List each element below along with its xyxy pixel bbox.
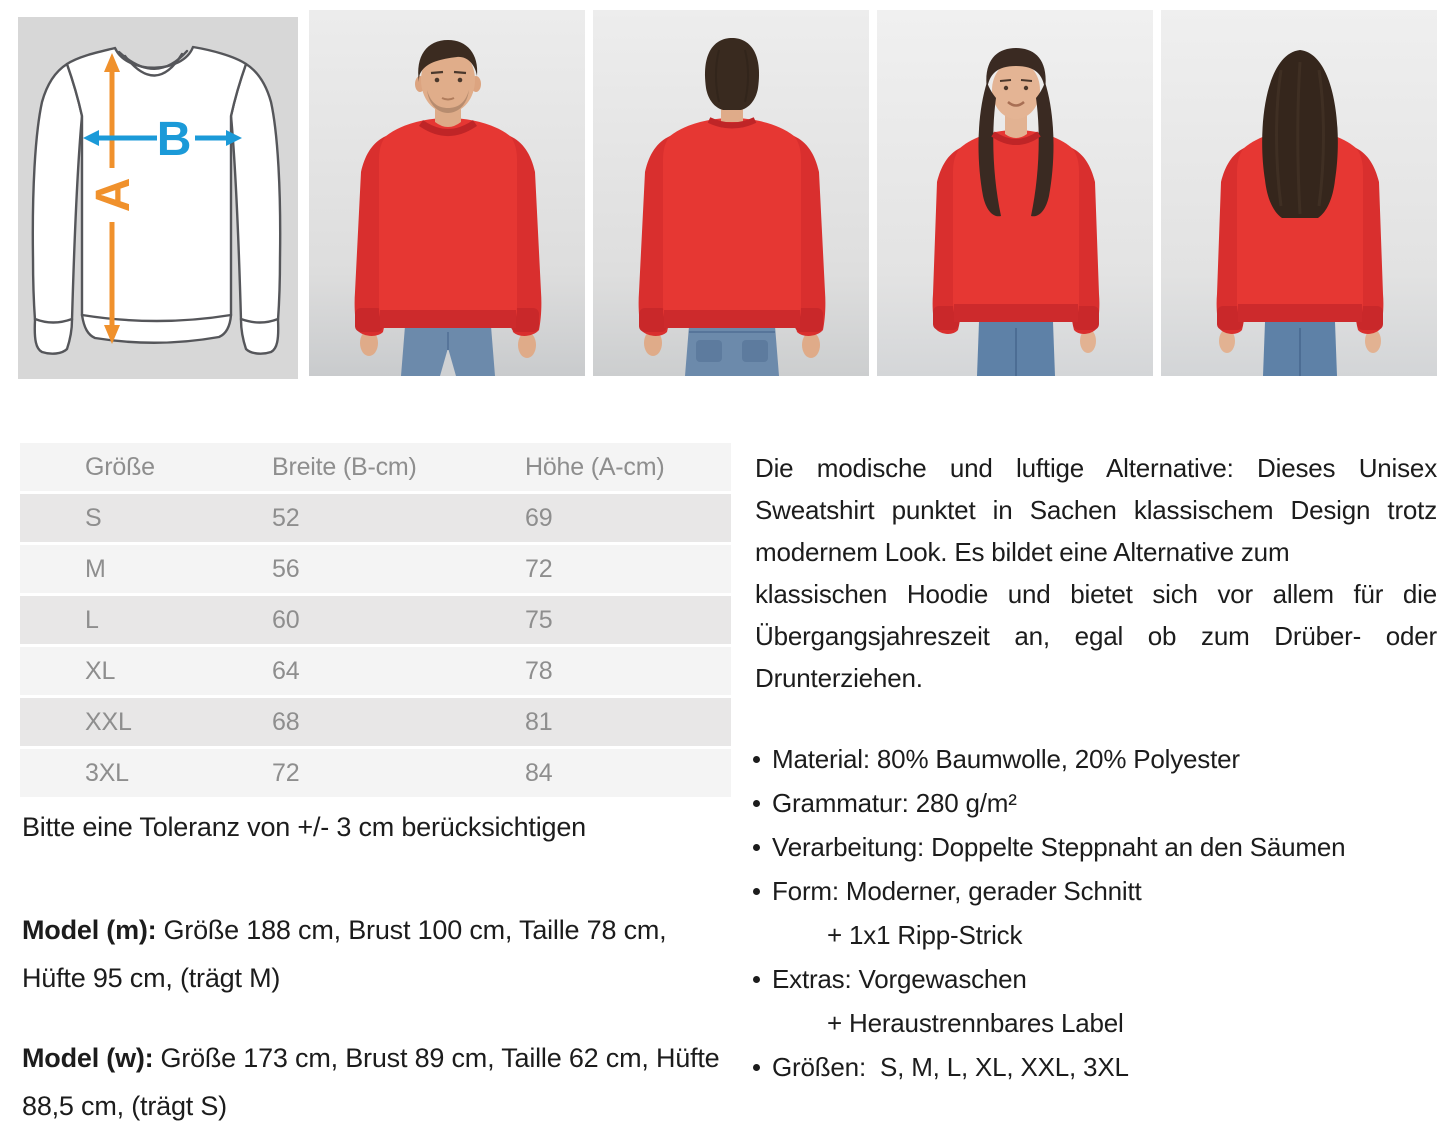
table-cell: 60 bbox=[272, 605, 300, 634]
feature-item-extras bbox=[753, 957, 1443, 1045]
table-cell: 3XL bbox=[85, 758, 129, 787]
feature-text: Grammatur: 280 g/m² bbox=[772, 788, 1017, 818]
feature-list bbox=[753, 737, 1443, 1089]
photo-man-front bbox=[309, 10, 585, 383]
table-cell: S bbox=[85, 503, 102, 532]
table-cell: XXL bbox=[85, 707, 132, 736]
bullet-icon bbox=[753, 976, 760, 983]
col-header-groesse: Größe bbox=[85, 452, 155, 481]
man-back-illustration bbox=[593, 10, 869, 383]
bullet-icon bbox=[753, 844, 760, 851]
table-cell: 69 bbox=[525, 503, 553, 532]
feature-subtext: + Heraustrennbares Label bbox=[827, 1008, 1124, 1038]
feature-item-form bbox=[753, 869, 1443, 957]
man-front-illustration bbox=[309, 10, 585, 383]
size-row-l bbox=[20, 596, 731, 647]
woman-front-illustration bbox=[877, 10, 1153, 383]
size-table-header-row bbox=[20, 443, 731, 494]
size-row-s bbox=[20, 494, 731, 545]
table-cell: 72 bbox=[525, 554, 553, 583]
table-cell: 68 bbox=[272, 707, 300, 736]
product-gallery bbox=[15, 10, 1437, 383]
feature-item-groessen bbox=[753, 1045, 1443, 1089]
table-cell: 56 bbox=[272, 554, 300, 583]
size-diagram-illustration bbox=[15, 10, 301, 383]
col-header-breite: Breite (B-cm) bbox=[272, 452, 417, 481]
feature-item-material bbox=[753, 737, 1443, 781]
size-row-m bbox=[20, 545, 731, 596]
table-cell: M bbox=[85, 554, 106, 583]
feature-text: Form: Moderner, gerader Schnitt bbox=[772, 876, 1142, 906]
feature-text: Größen: S, M, L, XL, XXL, 3XL bbox=[772, 1052, 1129, 1082]
model-w-details: Größe 173 cm, Brust 89 cm, Taille 62 cm, Hüfte 88,5 cm, (trägt S) bbox=[22, 1043, 720, 1121]
model-m-details: Größe 188 cm, Brust 100 cm, Taille 78 cm, Hüfte 95 cm, (trägt M) bbox=[22, 915, 667, 993]
sweatshirt-outline bbox=[33, 47, 280, 354]
photo-woman-back bbox=[1161, 10, 1437, 383]
table-cell: L bbox=[85, 605, 99, 634]
description-paragraph-2: klassischen Hoodie und bietet sich vor allem für die Übergangsjahreszeit an, egal ob zum Drüber- oder Drunterziehen. bbox=[755, 579, 1437, 693]
table-cell: 84 bbox=[525, 758, 553, 787]
photo-woman-front bbox=[877, 10, 1153, 383]
feature-item-verarbeitung bbox=[753, 825, 1443, 869]
bullet-icon bbox=[753, 800, 760, 807]
size-row-xxl bbox=[20, 698, 731, 749]
table-cell: 78 bbox=[525, 656, 553, 685]
feature-text: Verarbeitung: Doppelte Steppnaht an den Säumen bbox=[772, 832, 1346, 862]
photo-man-back bbox=[593, 10, 869, 383]
model-w-info bbox=[22, 1034, 722, 1130]
woman-back-illustration bbox=[1161, 10, 1437, 383]
table-cell: 81 bbox=[525, 707, 553, 736]
width-label-b: B bbox=[156, 113, 192, 166]
size-diagram-tile bbox=[15, 10, 301, 383]
model-m-label: Model (m): bbox=[22, 915, 157, 945]
bullet-icon bbox=[753, 888, 760, 895]
col-header-hoehe: Höhe (A-cm) bbox=[525, 452, 665, 481]
table-cell: 72 bbox=[272, 758, 300, 787]
table-cell: 75 bbox=[525, 605, 553, 634]
model-w-label: Model (w): bbox=[22, 1043, 154, 1073]
description-paragraph-1: Die modische und luftige Alternative: Dieses Unisex Sweatshirt punktet in Sachen klassischem Design trotz modernem Look. Es bildet eine Alternative zum bbox=[755, 453, 1437, 567]
model-m-info bbox=[22, 906, 722, 1002]
table-cell: XL bbox=[85, 656, 116, 685]
feature-text: Material: 80% Baumwolle, 20% Polyester bbox=[772, 744, 1240, 774]
size-row-xl bbox=[20, 647, 731, 698]
size-row-3xl bbox=[20, 749, 731, 800]
height-label-a: A bbox=[87, 177, 140, 213]
feature-text: Extras: Vorgewaschen bbox=[772, 964, 1027, 994]
table-cell: 64 bbox=[272, 656, 300, 685]
tolerance-note: Bitte eine Toleranz von +/- 3 cm berücksichtigen bbox=[22, 812, 586, 842]
bullet-icon bbox=[753, 1064, 760, 1071]
feature-item-grammatur bbox=[753, 781, 1443, 825]
table-cell: 52 bbox=[272, 503, 300, 532]
feature-subtext: + 1x1 Ripp-Strick bbox=[827, 920, 1023, 950]
bullet-icon bbox=[753, 756, 760, 763]
size-table bbox=[20, 443, 731, 800]
